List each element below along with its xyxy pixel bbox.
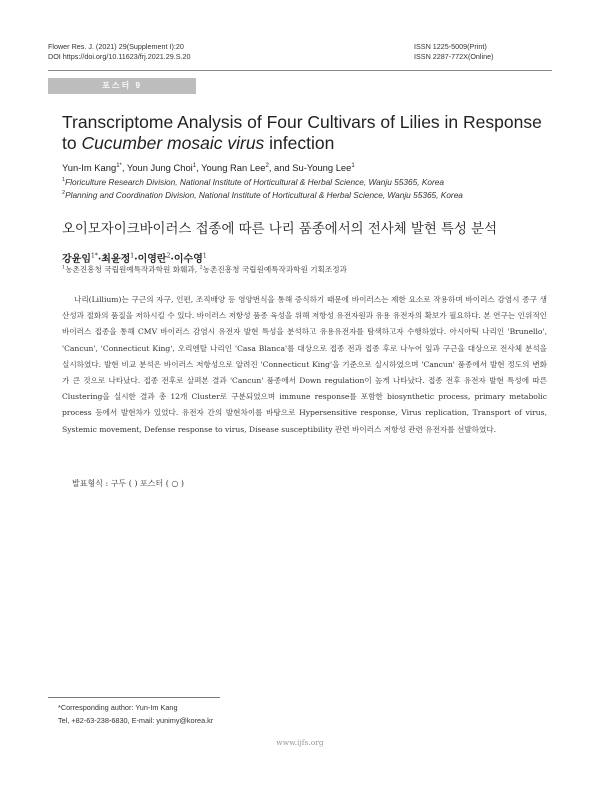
korean-author-4-sup: 1 [202,252,207,260]
affiliation-2-text: Planning and Coordination Division, National Institute of Horticultural & Herbal Science, Wanju 55365, Korea [65,190,463,200]
title-virus-name: Cucumber mosaic virus [81,133,265,153]
affiliation-2 [62,190,463,200]
footer-url[interactable]: www.ijfs.org [276,738,324,747]
korean-author-3-sup: 2 [166,252,171,260]
korean-affiliations [62,264,347,275]
korean-author-2: ·최윤정 [97,254,131,265]
author-contact: Tel, +82-63-238-6830, E-mail: yunimy@korea.kr [58,716,214,725]
corresponding-author: *Corresponding author: Yun-Im Kang [58,703,178,712]
korean-title: 오이모자이크바이러스 접종에 따른 나리 품종에서의 전사체 발현 특성 분석 [62,222,498,237]
footnote-divider [48,697,220,698]
author-2-sup: 1 [192,162,197,169]
korean-author-1: 강윤임 [62,254,91,265]
affiliation-2-sup: 2 [62,190,66,197]
korean-affiliation-1: 농촌진흥청 국립원예특작과학원 화훼과, [65,265,200,274]
korean-affiliation-1-sup: 1 [62,264,66,271]
issn-print: ISSN 1225-5009(Print) [414,42,487,51]
affiliation-1-text: Floriculture Research Division, National Institute of Horticultural & Herbal Science, Wanju 55365, Korea [65,177,444,187]
issn-block [414,42,494,62]
doi-line[interactable]: DOI https://doi.org/10.11623/frj.2021.29.S.20 [48,52,191,61]
issn-online: ISSN 2287-772X(Online) [414,52,494,61]
affiliation-1 [62,177,444,187]
title-line-2 [62,133,562,154]
journal-header [48,42,191,62]
presentation-type: 발표형식 : 구두 ( ) 포스터 ( ○ ) [72,479,185,488]
author-list [62,162,355,173]
korean-author-4: ·이수영 [170,254,203,265]
affiliation-1-sup: 1 [62,177,66,184]
korean-affiliation-2: 농촌진흥청 국립원예특작과학원 기획조정과 [202,265,347,274]
author-3: , Young Ran Lee [196,162,266,173]
title-prefix: to [62,133,82,153]
title-line-1: Transcriptome Analysis of Four Cultivars of Lilies in Response [62,112,542,132]
korean-affiliation-2-sup: 2 [199,264,203,271]
author-1-sup: 1* [116,162,122,169]
paper-title [62,112,562,154]
korean-author-list [62,250,207,265]
author-1: Yun-Im Kang [62,162,117,173]
korean-author-3: ·이영란 [134,254,167,265]
author-2: , Youn Jung Choi [121,162,193,173]
header-divider [48,70,552,71]
author-3-sup: 2 [265,162,269,169]
abstract-body: 나리(Lillium)는 구근의 자구, 인편, 조직배양 등 영양번식을 통해 증식하기 때문에 바이러스는 제한 요소로 작용하며 바이러스 감염시 종구 생산성과 절화의 품질을 저하시킬 수 있다. 바이러스 저항성 품종 육성을 위해 저항성 유전자원과 유용 유전자의 확보가 필요하다. 본 연구는 인위적인 바이러스 접종을 통해 CMV 바이러스 감염시 유전자 발현 특성을 분석하고 유용유전자를 탐색하고자 수행하였다. 아시아틱 나리인 'Brunello', 'Cancun', 'Connecticut King', 오리엔탈 나리인 'Casa Blanca'를 대상으로 접종 전과 접종 후로 나누어 잎과 구근을 대상으로 전사체 분석을 실시하였다. 발현 비교 분석은 바이러스 저항성으로 알려진 'Connecticut King'을 기준으로 실시하였으며 'Cancun' 품종에서 발현 정도의 변화가 큰 것으로 나타났다. 접종 전후로 살펴본 결과 'Cancun' 품종에서 Down regulation이 높게 나타났다. 접종 전후 유전자 발현 특성에 따른 Clustering을 실시한 결과 총 12개 Cluster로 구분되었으며 immune response를 포함한 biosynthetic process, primary metabolic process 등에서 발현차가 있었다. 유전자 간의 발현차이를 바탕으로 Hypersensitive response, Virus replication, Transport of virus, Systemic movement, Defense response to virus, Disease susceptibility 관련 바이러스 저항성 관련 유전자를 선발하였다. [62,295,547,434]
author-4: , and Su-Young Lee [268,162,352,173]
korean-author-2-sup: 1 [130,252,135,260]
session-tag: 포스터 9 [48,78,196,94]
journal-citation: Flower Res. J. (2021) 29(Supplement I):20 [48,42,184,51]
title-suffix: infection [264,133,335,153]
author-4-sup: 1 [351,162,355,169]
korean-author-1-sup: 1* [90,252,98,260]
